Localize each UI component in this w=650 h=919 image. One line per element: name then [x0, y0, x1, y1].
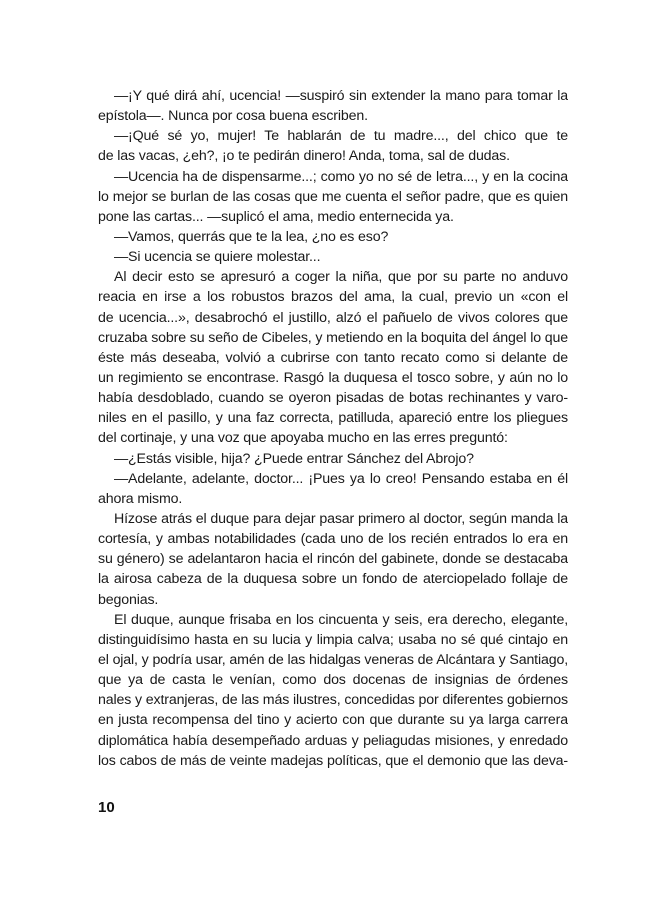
text-line: distinguidísimo hasta en su lucia y limpia calva; usaba no sé qué cintajo en	[98, 631, 568, 648]
text-line: —Ucencia ha de dispensarme...; como yo no sé de letra..., y en la cocina	[114, 168, 568, 185]
text-line: cortesía, y ambas notabilidades (cada uno de los recién entrados lo era en	[98, 531, 568, 548]
text-line: de las vacas, ¿eh?, ¡o te pedirán dinero! Anda, toma, sal de dudas.	[98, 148, 510, 165]
text-line: diplomática había desempeñado arduas y peliagudas misiones, y enredado	[98, 732, 568, 749]
text-line: Al decir esto se apresuró a coger la niña, que por su parte no anduvo	[114, 269, 568, 286]
text-line: cruzaba sobre su seño de Cibeles, y metiendo en la boquita del ángel lo que	[98, 329, 568, 346]
text-line: epístola—. Nunca por cosa buena escriben.	[98, 108, 368, 125]
text-line: nales y extranjeras, de las más ilustres, concedidas por diferentes gobiernos	[98, 692, 568, 709]
text-line: begonias.	[98, 591, 159, 608]
text-line: lo mejor se burlan de las cosas que me cuenta el señor padre, que es quien	[98, 188, 568, 205]
text-line: en justa recompensa del tino y acierto con que durante su ya larga carrera	[98, 712, 568, 729]
text-line: —¿Estás visible, hija? ¿Puede entrar Sánchez del Abrojo?	[114, 450, 474, 467]
text-line: un regimiento se encontrase. Rasgó la duquesa el tosco sobre, y aún no lo	[98, 369, 568, 386]
text-line: la airosa cabeza de la duquesa sobre un fondo de aterciopelado follaje de	[98, 571, 568, 588]
text-line: el ojal, y podría usar, amén de las hidalgas veneras de Alcántara y Santiago,	[98, 651, 568, 668]
text-line: ahora mismo.	[98, 490, 183, 507]
text-line: —¡Qué sé yo, mujer! Te hablarán de tu madre..., del chico que te	[114, 128, 568, 145]
text-line: que ya de casta le venían, como dos docenas de insignias de órdenes	[98, 672, 568, 689]
page-number: 10	[98, 799, 115, 816]
text-line: El duque, aunque frisaba en los cincuenta y seis, era derecho, elegante,	[114, 611, 568, 628]
text-line: de ucencia...», desabrochó el justillo, alzó el pañuelo de vivos colores que	[98, 309, 568, 326]
text-line: niles en el pasillo, y una faz correcta, patilluda, apareció entre los pliegues	[98, 410, 568, 427]
body-text	[98, 86, 568, 771]
text-line: éste más deseaba, volvió a cubrirse con tanto recato como si delante de	[98, 349, 568, 366]
text-line: —Vamos, querrás que te la lea, ¿no es eso?	[114, 228, 389, 245]
text-line: —Adelante, adelante, doctor... ¡Pues ya lo creo! Pensando estaba en él	[114, 470, 568, 487]
text-line: —¡Y qué dirá ahí, ucencia! —suspiró sin extender la mano para tomar la	[114, 88, 568, 104]
text-line: había desdoblado, cuando se oyeron pisadas de botas rechinantes y varo-	[98, 390, 568, 407]
text-line: pone las cartas... —suplicó el ama, medio enternecida ya.	[98, 208, 454, 225]
text-line: los cabos de más de veinte madejas políticas, que el demonio que las deva-	[98, 752, 568, 769]
text-line: —Si ucencia se quiere molestar...	[114, 249, 321, 266]
text-line: Hízose atrás el duque para dejar pasar primero al doctor, según manda la	[114, 510, 568, 527]
text-line: del cortinaje, y una voz que apoyaba mucho en las erres preguntó:	[98, 430, 508, 447]
text-line: reacia en irse a los robustos brazos del ama, la cual, previo un «con el	[98, 289, 568, 306]
text-line: su género) se adelantaron hacia el rincón del gabinete, donde se destacaba	[98, 551, 568, 568]
